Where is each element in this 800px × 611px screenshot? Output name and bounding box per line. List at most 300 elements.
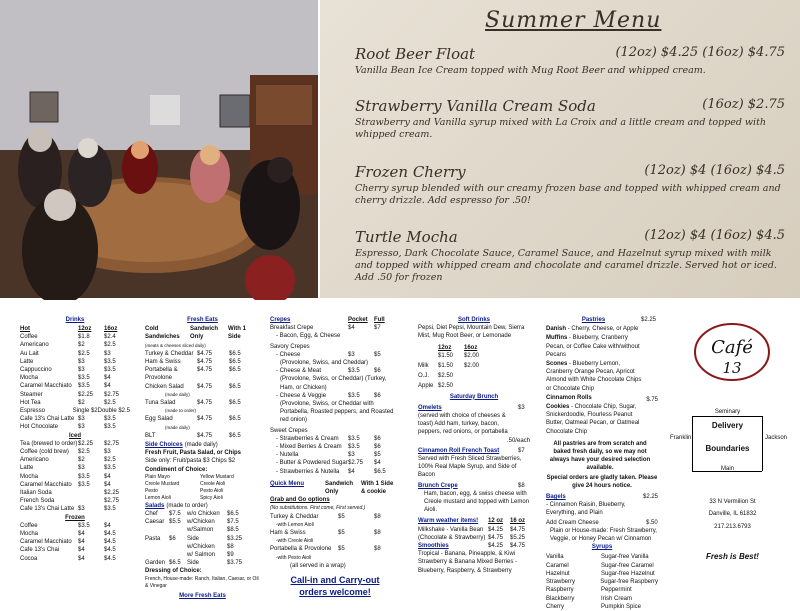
sandwich-side-price: $6.5 <box>229 359 241 366</box>
sandwich-side-price: $6.5 <box>229 400 241 407</box>
drink-price-12: $3 <box>78 424 85 431</box>
salad-price <box>169 526 187 534</box>
summer-menu-title: Summer Menu <box>485 8 662 33</box>
sandwich-only-header: Sandwich Only <box>190 326 219 341</box>
savory-row <box>270 351 400 359</box>
sweet-row <box>270 459 400 467</box>
salad-row <box>145 510 260 518</box>
crepe-name: - Cheese & Meat <box>276 368 322 375</box>
wrap-note: (all served in a wrap) <box>290 562 346 569</box>
drink-row <box>20 333 130 341</box>
summer-item <box>355 45 785 77</box>
brunch-crepe-desc: Ham, bacon, egg, & swiss cheese with Creole mustard and topped with Lemon Aioli. <box>424 490 530 514</box>
summer-item-name: Strawberry Vanilla Cream Soda <box>355 97 596 115</box>
drink-name: Latte <box>20 465 34 472</box>
syrup-alt: Sugar-free Caramel <box>601 562 654 569</box>
drink-row <box>20 497 130 505</box>
drink-row <box>20 423 130 431</box>
salad-row <box>145 559 260 567</box>
soft-drinks-column <box>418 316 530 575</box>
bagels-price: $2.25 <box>642 494 658 501</box>
drink-price-16: $4.5 <box>104 555 116 562</box>
drink-price-12 <box>78 497 104 505</box>
salad-price: $6.5 <box>169 560 181 567</box>
drink-price-12: $2 <box>78 399 85 406</box>
drink-name: Mocha <box>20 473 39 480</box>
drink-row <box>20 481 130 489</box>
drink-price-16: $2.5 <box>104 457 116 464</box>
warm-row <box>418 534 530 542</box>
crepe-pocket-price: $3.5 <box>348 392 360 399</box>
soft-12oz-header: 12oz <box>438 344 452 351</box>
sandwich-row <box>145 358 260 366</box>
drink-name: Cafe 13's Chai Latte <box>20 416 75 423</box>
summer-menu-board <box>320 0 800 298</box>
drink-price-12: $2.25 <box>78 440 94 447</box>
drink-name: Espresso <box>20 408 46 415</box>
syrup-row <box>546 578 658 586</box>
drink-name: Cappuccino <box>20 367 52 374</box>
drink-name: Coffee <box>20 334 38 341</box>
full-header: Full <box>374 317 385 323</box>
summer-item-desc: Vanilla Bean Ice Cream topped with Mug Root Beer and whipped cream. <box>355 65 706 76</box>
syrup-row <box>546 562 658 570</box>
salad-option-price: $7.5 <box>227 519 239 526</box>
drink-price-16: $2.4 <box>104 334 116 341</box>
drink-price-16: $3 <box>104 350 111 357</box>
salad-name: Garden <box>145 560 166 567</box>
cafe-photo <box>0 0 318 298</box>
drink-price-12: $3.5 <box>78 383 90 390</box>
soft-16oz-header: 16oz <box>464 344 478 351</box>
crepe-name: - Cheese & Veggie <box>276 392 327 399</box>
soft-row <box>418 382 530 390</box>
drink-price-16: $4 <box>104 383 111 390</box>
salad-row <box>145 535 260 543</box>
sweet-row <box>270 468 400 476</box>
drink-name: Americano <box>20 457 49 464</box>
syrup-alt: Peppermint <box>601 587 632 594</box>
quick-row <box>270 529 400 537</box>
syrup-regular: Blackberry <box>546 595 575 602</box>
brunch-crepe-header: Brunch Crepe <box>418 482 458 489</box>
soft-name: Apple <box>418 383 434 390</box>
crepe-name: - Mixed Berries & Cream <box>276 444 342 451</box>
omelets-price: $3 <box>518 404 525 411</box>
drink-price-16: $2.75 <box>104 440 120 447</box>
drinks-list <box>20 325 130 563</box>
sandwich-side-price: $6.5 <box>229 383 241 390</box>
drink-price-16: $4 <box>104 375 111 382</box>
drink-name: Mocha <box>20 375 39 382</box>
pastries-column <box>546 316 658 611</box>
sandwich-name: Egg Salad <box>145 416 173 423</box>
drink-price-16: $3.5 <box>104 465 116 472</box>
pastry-name: Cookies <box>546 404 570 411</box>
condiment-a: Plain Mayo <box>145 473 170 480</box>
syrup-alt: Irish Cream <box>601 595 633 602</box>
sandwich-row <box>145 415 260 423</box>
delivery-label: Delivery <box>711 421 744 431</box>
pastry-item <box>546 325 646 333</box>
drink-row <box>20 415 130 423</box>
sandwich-list <box>145 350 260 440</box>
sandwich-row <box>145 432 260 440</box>
sandwich-price: $4.75 <box>197 383 213 390</box>
summer-item-prices: (16oz) $2.75 <box>702 97 785 112</box>
salad-price: $6 <box>169 535 176 542</box>
quick-row <box>270 513 400 521</box>
quick-aioli: -with Creole Aioli <box>276 538 314 545</box>
syrup-alt: Sugar-free Vanilla <box>601 554 649 561</box>
quick-name: Portabella & Provolone <box>270 546 332 553</box>
crepe-pocket-price: $3.5 <box>348 435 360 442</box>
soft-price-12: $1.50 <box>438 363 454 370</box>
drink-price-12: $3 <box>78 358 85 365</box>
drink-name: Coffee <box>20 522 38 529</box>
syrup-row <box>546 603 658 611</box>
condiment-b: Pesto Aioli <box>200 487 224 494</box>
drink-price-16: $4 <box>104 473 111 480</box>
drink-row <box>20 448 130 456</box>
sandwich-row <box>145 383 260 391</box>
crepe-full-price: $6 <box>374 392 381 399</box>
drink-row <box>20 407 130 415</box>
smoothie-16oz-price: $4.75 <box>510 543 526 550</box>
drink-price-12: $2.5 <box>78 449 90 456</box>
logo-cafe-text: Café <box>711 337 753 358</box>
salad-option: Side <box>187 535 200 542</box>
pastry-name: Danish <box>546 326 567 333</box>
drink-price-16: $2.25 <box>104 490 120 497</box>
pastry-desc: - Blueberry Lemon, Cranberry Orange Pecan, Apricot Almond with White Chocolate Chips or Chocolate Chip <box>546 361 642 392</box>
made-daily-note: (made daily) <box>165 424 190 430</box>
syrup-list <box>546 553 658 610</box>
drink-name: Hot Tea <box>20 399 41 406</box>
syrup-regular: Vanilla <box>546 554 564 561</box>
drink-row <box>20 399 130 407</box>
cafe-13-logo <box>670 308 795 393</box>
sandwich-price: $4.75 <box>197 416 213 423</box>
callout-line-2: orders welcome! <box>299 587 371 598</box>
drink-price-12: $4 <box>78 531 85 538</box>
summer-item-desc: Espresso, Dark Chocolate Sauce, Caramel Sauce, and Hazelnut syrup mixed with milk and topped with whipped cream and chocolate and caramel drizzle. Served hot or iced. Add .50 for frozen <box>355 248 777 283</box>
salad-name: Caesar <box>145 519 165 526</box>
savory-list <box>270 351 400 425</box>
drink-price-16: $3.5 <box>104 367 116 374</box>
condiment-row <box>145 488 260 495</box>
salad-name <box>145 551 169 559</box>
syrup-regular: Hazelnut <box>546 570 570 577</box>
summer-item-prices: (12oz) $4 (16oz) $4.5 <box>644 163 785 178</box>
condiment-row <box>145 495 260 502</box>
summer-item-prices: (12oz) $4 (16oz) $4.5 <box>644 228 785 243</box>
address-line-1: 33 N Vermilion St <box>709 499 756 506</box>
syrup-alt: Sugar-free Raspberry <box>600 579 658 586</box>
quick-aioli: -with Pesto Aioli <box>276 554 312 561</box>
soft-price-12: $2.50 <box>438 373 454 380</box>
drink-price-12: $2 <box>78 342 85 349</box>
pastry-name: Scones <box>546 361 568 368</box>
drink-price-16: $4.5 <box>104 547 116 554</box>
drink-row <box>20 505 130 513</box>
salad-option-price: $3.75 <box>227 560 243 567</box>
drink-price-16: $3.5 <box>104 416 116 423</box>
more-fresh-eats-link[interactable]: More Fresh Eats <box>179 592 226 599</box>
drink-price-16: $3.5 <box>104 358 116 365</box>
drink-name: Latte <box>20 358 34 365</box>
crepe-pocket-price: $4 <box>348 468 355 475</box>
drink-name: Cocoa <box>20 555 38 562</box>
drink-name: Tea (brewed to order) <box>20 440 78 447</box>
crepe-name: - Strawberries & Nutella <box>276 468 340 475</box>
salad-option: w/Salmon <box>187 527 214 534</box>
quick-price: $5 <box>338 546 345 553</box>
crepes-title: Crepes <box>270 317 291 323</box>
iced-header: Iced <box>68 432 81 439</box>
drink-price-12: $2.5 <box>78 350 90 357</box>
sandwich-name: Tuna Salad <box>145 400 176 407</box>
warm-12oz-header: 12 oz <box>488 518 504 525</box>
drink-price-12: $4 <box>78 555 85 562</box>
condiment-a: Lemon Aioli <box>145 494 171 501</box>
salad-option: w/o Chicken <box>187 511 220 518</box>
drink-name: Coffee (cold brew) <box>20 449 69 456</box>
syrup-regular: Caramel <box>546 562 569 569</box>
drink-price-12: $2.25 <box>78 391 94 398</box>
omelets-desc: (served with choice of cheeses & toast) Add ham, turkey, bacon, peppers, red onions, or portabella <box>418 413 508 436</box>
drink-price-12: $3.5 <box>78 473 90 480</box>
drink-row <box>20 456 130 464</box>
drink-price-16: $3.5 <box>104 506 116 513</box>
french-toast-price: $7 <box>518 447 525 454</box>
sandwich-price: $4.75 <box>197 350 213 357</box>
drink-row <box>20 530 130 538</box>
breakfast-desc: - Bacon, Egg, & Cheese <box>276 333 341 340</box>
sandwich-price: $4.75 <box>197 400 213 407</box>
sandwich-name: Chicken Salad <box>145 383 184 390</box>
drink-row <box>20 555 130 563</box>
condiment-a: Creole Mustard <box>145 480 180 487</box>
drink-price-12: $2 <box>78 457 85 464</box>
french-toast-desc: Served with Fresh Sliced Strawberries, 100% Real Maple Syrup, and Side of Bacon <box>418 456 522 479</box>
drink-name: Caramel Macchiato <box>20 481 72 488</box>
street-main: Main <box>720 466 734 473</box>
sandwich-name: Turkey & Cheddar <box>145 350 194 357</box>
drink-row <box>20 473 130 481</box>
phone-number[interactable]: 217.213.6793 <box>714 523 751 530</box>
sandwich-row <box>145 350 260 358</box>
crepe-full-price: $6.5 <box>374 468 386 475</box>
salad-name <box>145 543 169 551</box>
salad-price: $7.5 <box>169 511 181 518</box>
salad-price: $5.5 <box>169 519 181 526</box>
drink-row <box>20 464 130 472</box>
salad-row <box>145 551 260 559</box>
summer-item-desc: Strawberry and Vanilla syrup mixed with La Croix and a little cream and topped with whipped cream. <box>355 117 767 140</box>
boundaries-label: Boundaries <box>705 444 750 454</box>
fresh-eats-title: Fresh Eats <box>187 317 218 323</box>
soft-row <box>418 352 530 360</box>
salad-row <box>145 543 260 551</box>
salad-price <box>169 543 187 551</box>
drink-price-12: $4 <box>78 547 85 554</box>
warm-name: (Chocolate & Strawberry) <box>418 534 486 541</box>
soft-row <box>418 372 530 380</box>
omelets-header: Omelets <box>418 404 442 411</box>
quick-side-price: $8 <box>374 513 381 520</box>
salads-header: Salads <box>145 502 165 509</box>
crepe-name: - Butter & Powdered Sugar <box>276 460 348 467</box>
soft-name <box>418 352 438 360</box>
crepe-desc: (Provolone, Swiss, and Cheddar) <box>280 360 369 367</box>
crepe-name: - Nutella <box>276 452 299 459</box>
callout-line-1: Call-in and Carry-out <box>290 575 380 586</box>
warm-row <box>418 526 530 534</box>
quick-aioli: -with Lemon Aioli <box>276 521 314 528</box>
savory-row <box>270 367 400 375</box>
warm-price-16: $4.75 <box>510 526 526 533</box>
sandwich-side-price: $6.5 <box>229 432 241 439</box>
quick-price: $5 <box>338 513 345 520</box>
french-toast-header: Cinnamon Roll French Toast <box>418 447 500 454</box>
salads-note: (made to order) <box>166 502 208 509</box>
side-choices-header: Side Choices <box>145 442 183 449</box>
salad-row <box>145 518 260 526</box>
warm-16oz-header: 16 oz <box>510 518 526 525</box>
quick-menu-header: Quick Menu <box>270 480 305 487</box>
smoothies-header: Smoothies <box>418 543 449 550</box>
dressing-header: Dressing of Choice: <box>145 568 202 575</box>
soft-price-16: $2.00 <box>464 352 480 359</box>
summer-item-prices: (12oz) $4.25 (16oz) $4.75 <box>615 45 785 60</box>
breakfast-crepe: Breakfast Crepe <box>270 325 314 332</box>
summer-item <box>355 228 785 284</box>
sweet-row <box>270 451 400 459</box>
savory-header: Savory Crepes <box>270 343 310 350</box>
drink-name: Caramel Macchiato <box>20 539 72 546</box>
soft-prices <box>418 352 530 391</box>
cafe-photo-scene <box>0 0 318 298</box>
syrup-regular: Strawberry <box>546 579 576 586</box>
syrup-regular: Cherry <box>546 603 565 610</box>
salad-option: w/ Salmon <box>187 552 216 559</box>
drink-row <box>20 358 130 366</box>
sandwich-name: Portabella & Provolone <box>145 367 178 382</box>
drink-name: Italian Soda <box>20 490 52 497</box>
sandwich-name: BLT <box>145 432 156 439</box>
pastries-price: $2.25 <box>641 317 657 323</box>
sweet-row <box>270 443 400 451</box>
summer-item <box>355 97 785 141</box>
soft-name: O.J. <box>418 373 430 380</box>
syrup-regular: Raspberry <box>546 587 574 594</box>
condiment-row <box>145 481 260 488</box>
summer-item-name: Root Beer Float <box>355 45 476 63</box>
fresh-eats-column <box>145 316 260 600</box>
syrups-header: Syrups <box>591 544 613 551</box>
salad-option-price: $8.5 <box>227 527 239 534</box>
cold-sandwiches-header: Cold Sandwiches <box>145 326 180 341</box>
with-side-header: With 1 Side <box>228 326 246 341</box>
delivery-map <box>670 408 795 478</box>
drink-name: Mocha <box>20 531 39 538</box>
soft-price-16: $2.00 <box>464 363 480 370</box>
syrup-row <box>546 595 658 603</box>
drink-row <box>20 440 130 448</box>
hot-header-row <box>20 325 130 333</box>
soft-row <box>418 362 530 370</box>
sweet-header: Sweet Crepes <box>270 427 308 434</box>
salad-option: w/Chicken <box>187 519 215 526</box>
drink-name: Steamer <box>20 391 43 398</box>
bagels-desc: - Cinnamon Raisin, Blueberry, Everything, and Plain <box>546 502 626 517</box>
crepe-full-price: $5 <box>374 351 381 358</box>
syrup-row <box>546 553 658 561</box>
crepe-full-price: $5 <box>374 452 381 459</box>
sandwich-side-price: $6.5 <box>229 367 241 374</box>
cream-cheese-desc: Plain or House-made: Fresh Strawberry, Veggie, or Honey Pecan w/ Cinnamon <box>550 527 657 543</box>
sandwich-price: $4.75 <box>197 367 213 374</box>
drinks-title: Drinks <box>65 317 85 323</box>
condiment-b: Spicy Aioli <box>200 494 223 501</box>
drink-price-16: $4 <box>104 481 111 488</box>
street-jackson: Jackson <box>765 435 788 442</box>
pastry-item <box>546 334 646 359</box>
syrup-alt: Sugar-free Hazelnut <box>601 570 655 577</box>
warm-list <box>418 526 530 542</box>
hot-header: Hot <box>20 326 30 332</box>
cream-cheese: Add Cream Cheese <box>546 519 599 526</box>
crepe-full-price: $6 <box>374 435 381 442</box>
drink-price-16: $2.5 <box>104 399 116 406</box>
crepe-name: - Strawberries & Cream <box>276 435 339 442</box>
drink-price-16: Double $2.5 <box>97 408 130 415</box>
salad-list <box>145 510 260 567</box>
cream-cheese-price: $.50 <box>646 519 658 526</box>
drink-row <box>20 538 130 546</box>
drink-name: French Soda <box>20 498 55 505</box>
syrup-row <box>546 570 658 578</box>
syrup-row <box>546 586 658 594</box>
sandwich-side-price: $6.5 <box>229 350 241 357</box>
quick-side-price: $8 <box>374 530 381 537</box>
street-seminary: Seminary <box>714 409 741 416</box>
soft-price-12: $2.50 <box>438 383 454 390</box>
drink-row <box>20 391 130 399</box>
drink-name: Americano <box>20 342 49 349</box>
breakfast-full-price: $7 <box>374 325 381 332</box>
condiment-b: Yellow Mustard <box>200 473 234 480</box>
drink-price-12: $3 <box>78 367 85 374</box>
condiment-b: Creole Aioli <box>200 480 226 487</box>
quick-name: Ham & Swiss <box>270 530 306 537</box>
pastry-name: Cinnamon Rolls <box>546 394 592 401</box>
pastries-title: Pastries <box>581 317 606 323</box>
sandwich-row <box>145 399 260 407</box>
drink-price-12 <box>78 489 104 497</box>
crepes-column <box>270 316 400 597</box>
crepe-pocket-price: $3.5 <box>348 444 360 451</box>
crepe-desc: (Provolone, Swiss, or Cheddar) (Turkey, Ham, or Chicken) <box>280 376 387 391</box>
drink-name: Caramel Macchiato <box>20 383 72 390</box>
quick-with-header: With 1 Side & cookie <box>361 480 394 496</box>
summer-item-name: Turtle Mocha <box>355 228 458 246</box>
made-order-note: (made to order) <box>165 408 197 414</box>
printed-menu <box>0 300 800 610</box>
soft-price-12: $1.50 <box>438 352 454 359</box>
frozen-header: Frozen <box>65 514 85 521</box>
